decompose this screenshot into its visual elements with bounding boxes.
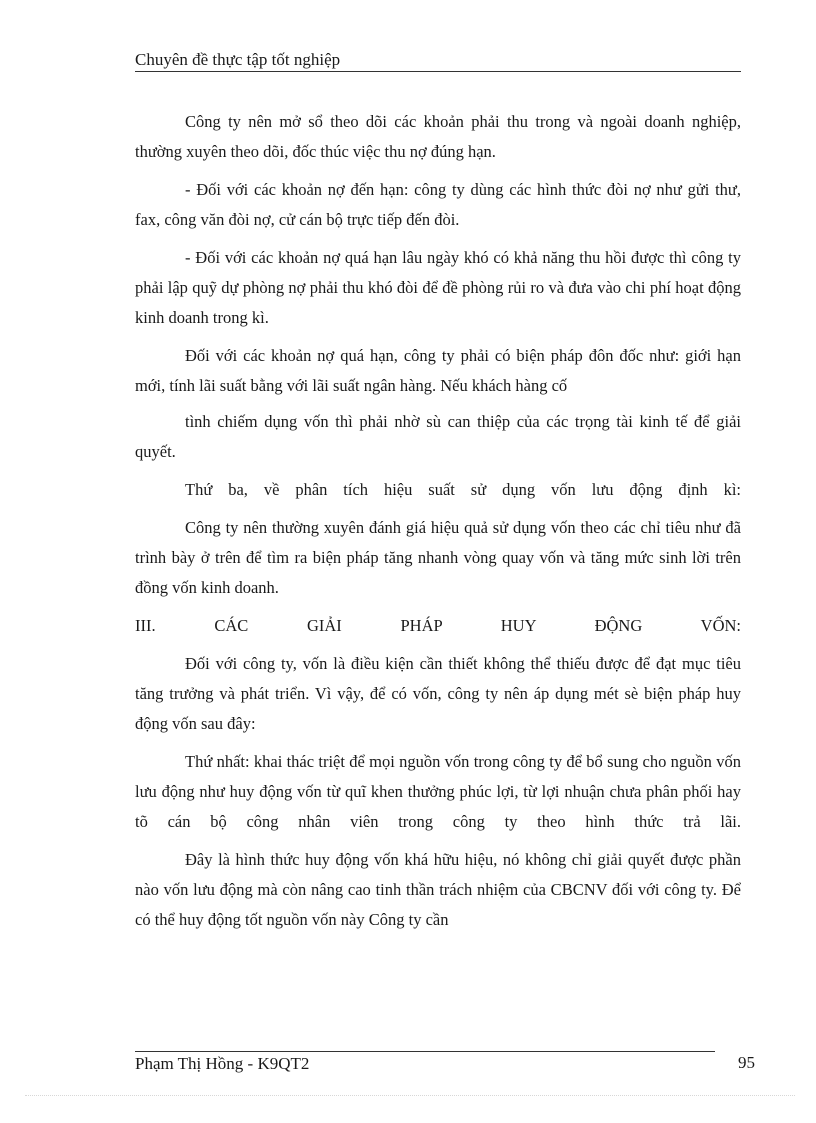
page-bottom-divider	[25, 1095, 795, 1096]
paragraph: - Đối với các khoản nợ đến hạn: công ty dùng các hình thức đòi nợ như gửi thư, fax, công văn đòi nợ, cử cán bộ trực tiếp đến đòi.	[135, 180, 741, 229]
footer-author: Phạm Thị Hồng - K9QT2	[135, 1054, 310, 1073]
footer-rule	[135, 1051, 715, 1052]
document-body	[135, 107, 741, 943]
paragraph: Thứ nhất: khai thác triệt để mọi nguồn vốn trong công ty để bổ sung cho nguồn vốn lưu động như huy động vốn từ quĩ khen thưởng phúc lợi, từ lợi nhuận chưa phân phối hay tõ cán bộ công nhân viên trong công ty theo hình thức trả lãi.	[135, 752, 741, 831]
page-number: 95	[738, 1053, 755, 1072]
paragraph: Đối với công ty, vốn là điều kiện cần thiết không thể thiếu được để đạt mục tiêu tăng trưởng và phát triển. Vì vậy, để có vốn, công ty nên áp dụng mét sè biện pháp huy động vốn sau đây:	[135, 654, 741, 733]
paragraph: tình chiếm dụng vốn thì phải nhờ sù can thiệp của các trọng tài kinh tế để giải quyết.	[135, 412, 741, 461]
paragraph: Công ty nên thường xuyên đánh giá hiệu quả sử dụng vốn theo các chỉ tiêu như đã trình bày ở trên để tìm ra biện pháp tăng nhanh vòng quay vốn và tăng mức sinh lời trên đồng vốn kinh doanh.	[135, 518, 741, 597]
section-heading: III. CÁC GIẢI PHÁP HUY ĐỘNG VỐN:	[135, 616, 741, 635]
paragraph: Đối với các khoản nợ quá hạn, công ty phải có biện pháp đôn đốc như: giới hạn mới, tính lãi suất bằng với lãi suất ngân hàng. Nếu khách hàng cố	[135, 346, 741, 395]
page-header	[135, 50, 741, 72]
paragraph: - Đối với các khoản nợ quá hạn lâu ngày khó có khả năng thu hồi được thì công ty phải lập quỹ dự phòng nợ phải thu khó đòi để đề phòng rủi ro và đưa vào chi phí hoạt động kinh doanh trong kì.	[135, 248, 741, 327]
paragraph: Thứ ba, về phân tích hiệu suất sử dụng vốn lưu động định kì:	[185, 480, 741, 499]
paragraph: Đây là hình thức huy động vốn khá hữu hiệu, nó không chỉ giải quyết được phần nào vốn lưu động mà còn nâng cao tinh thần trách nhiệm của CBCNV đối với công ty. Để có thể huy động tốt nguồn vốn này Công ty cần	[135, 850, 741, 929]
paragraph: Công ty nên mở sổ theo dõi các khoản phải thu trong và ngoài doanh nghiệp, thường xuyên theo dõi, đốc thúc việc thu nợ đúng hạn.	[135, 112, 741, 161]
header-title: Chuyên đề thực tập tốt nghiệp	[135, 50, 341, 69]
